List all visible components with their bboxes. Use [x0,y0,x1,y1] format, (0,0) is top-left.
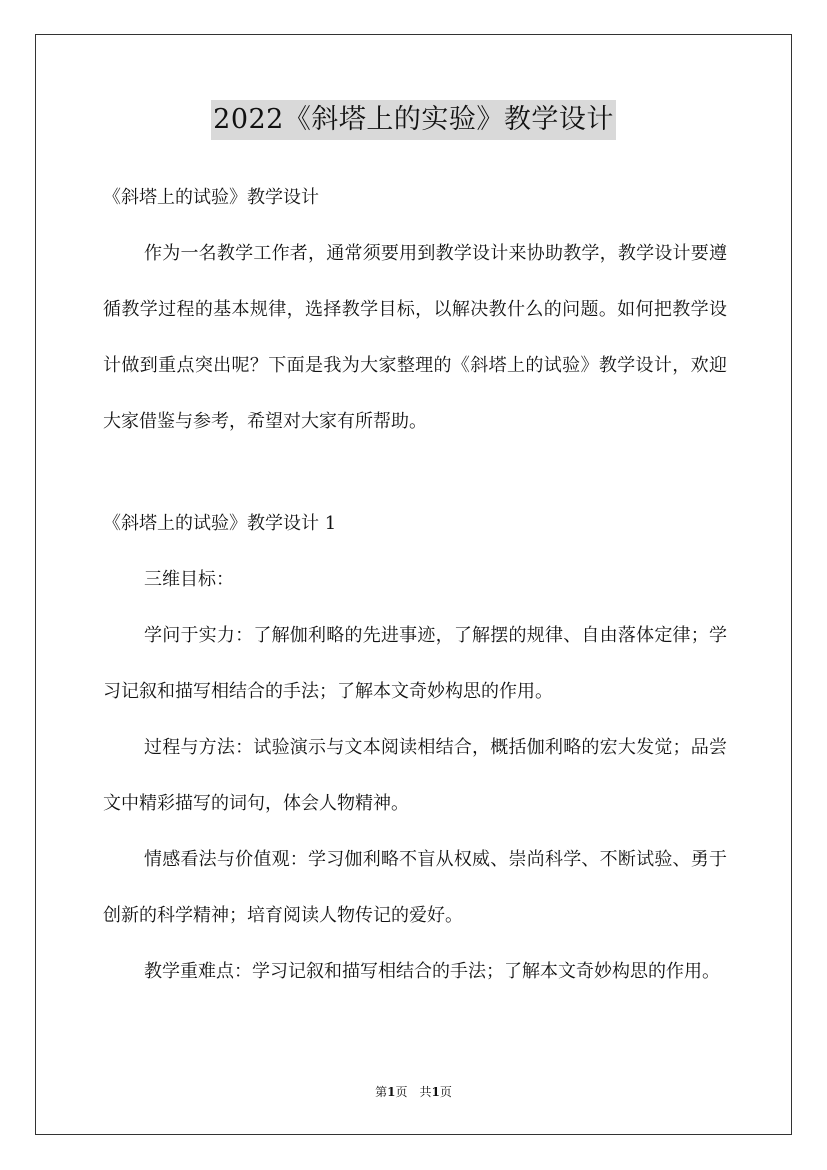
knowledge-objective: 学问于实力：了解伽利略的先进事迹，了解摆的规律、自由落体定律；学习记叙和描写相结合的手法；了解本文奇妙构思的作用。 [103,625,727,702]
key-points: 教学重难点：学习记叙和描写相结合的手法；了解本文奇妙构思的作用。 [144,961,720,982]
process-objective: 过程与方法：试验演示与文本阅读相结合，概括伽利略的宏大发觉；品尝文中精彩描写的词句，体会人物精神。 [103,737,727,814]
title-container [0,100,827,140]
objectives-heading: 三维目标： [144,569,234,590]
document-title: 2022《斜塔上的实验》教学设计 [211,100,616,140]
emotion-objective: 情感看法与价值观：学习伽利略不盲从权威、崇尚科学、不断试验、勇于创新的科学精神；培育阅读人物传记的爱好。 [103,849,727,926]
page-mid: 页 共 [395,1085,432,1099]
intro-heading: 《斜塔上的试验》教学设计 [103,187,319,208]
page-total: 1 [431,1085,440,1099]
page-footer [0,1083,827,1101]
page-current: 1 [387,1085,396,1099]
page-suffix: 页 [439,1085,452,1099]
intro-paragraph: 作为一名教学工作者，通常须要用到教学设计来协助教学，教学设计要遵循教学过程的基本规律，选择教学目标，以解决教什么的问题。如何把教学设计做到重点突出呢？下面是我为大家整理的《斜塔上的试验》教学设计，欢迎大家借鉴与参考，希望对大家有所帮助。 [103,243,727,432]
section-heading: 《斜塔上的试验》教学设计 1 [103,513,337,534]
document-body [103,170,727,1000]
page-prefix: 第 [375,1085,388,1099]
